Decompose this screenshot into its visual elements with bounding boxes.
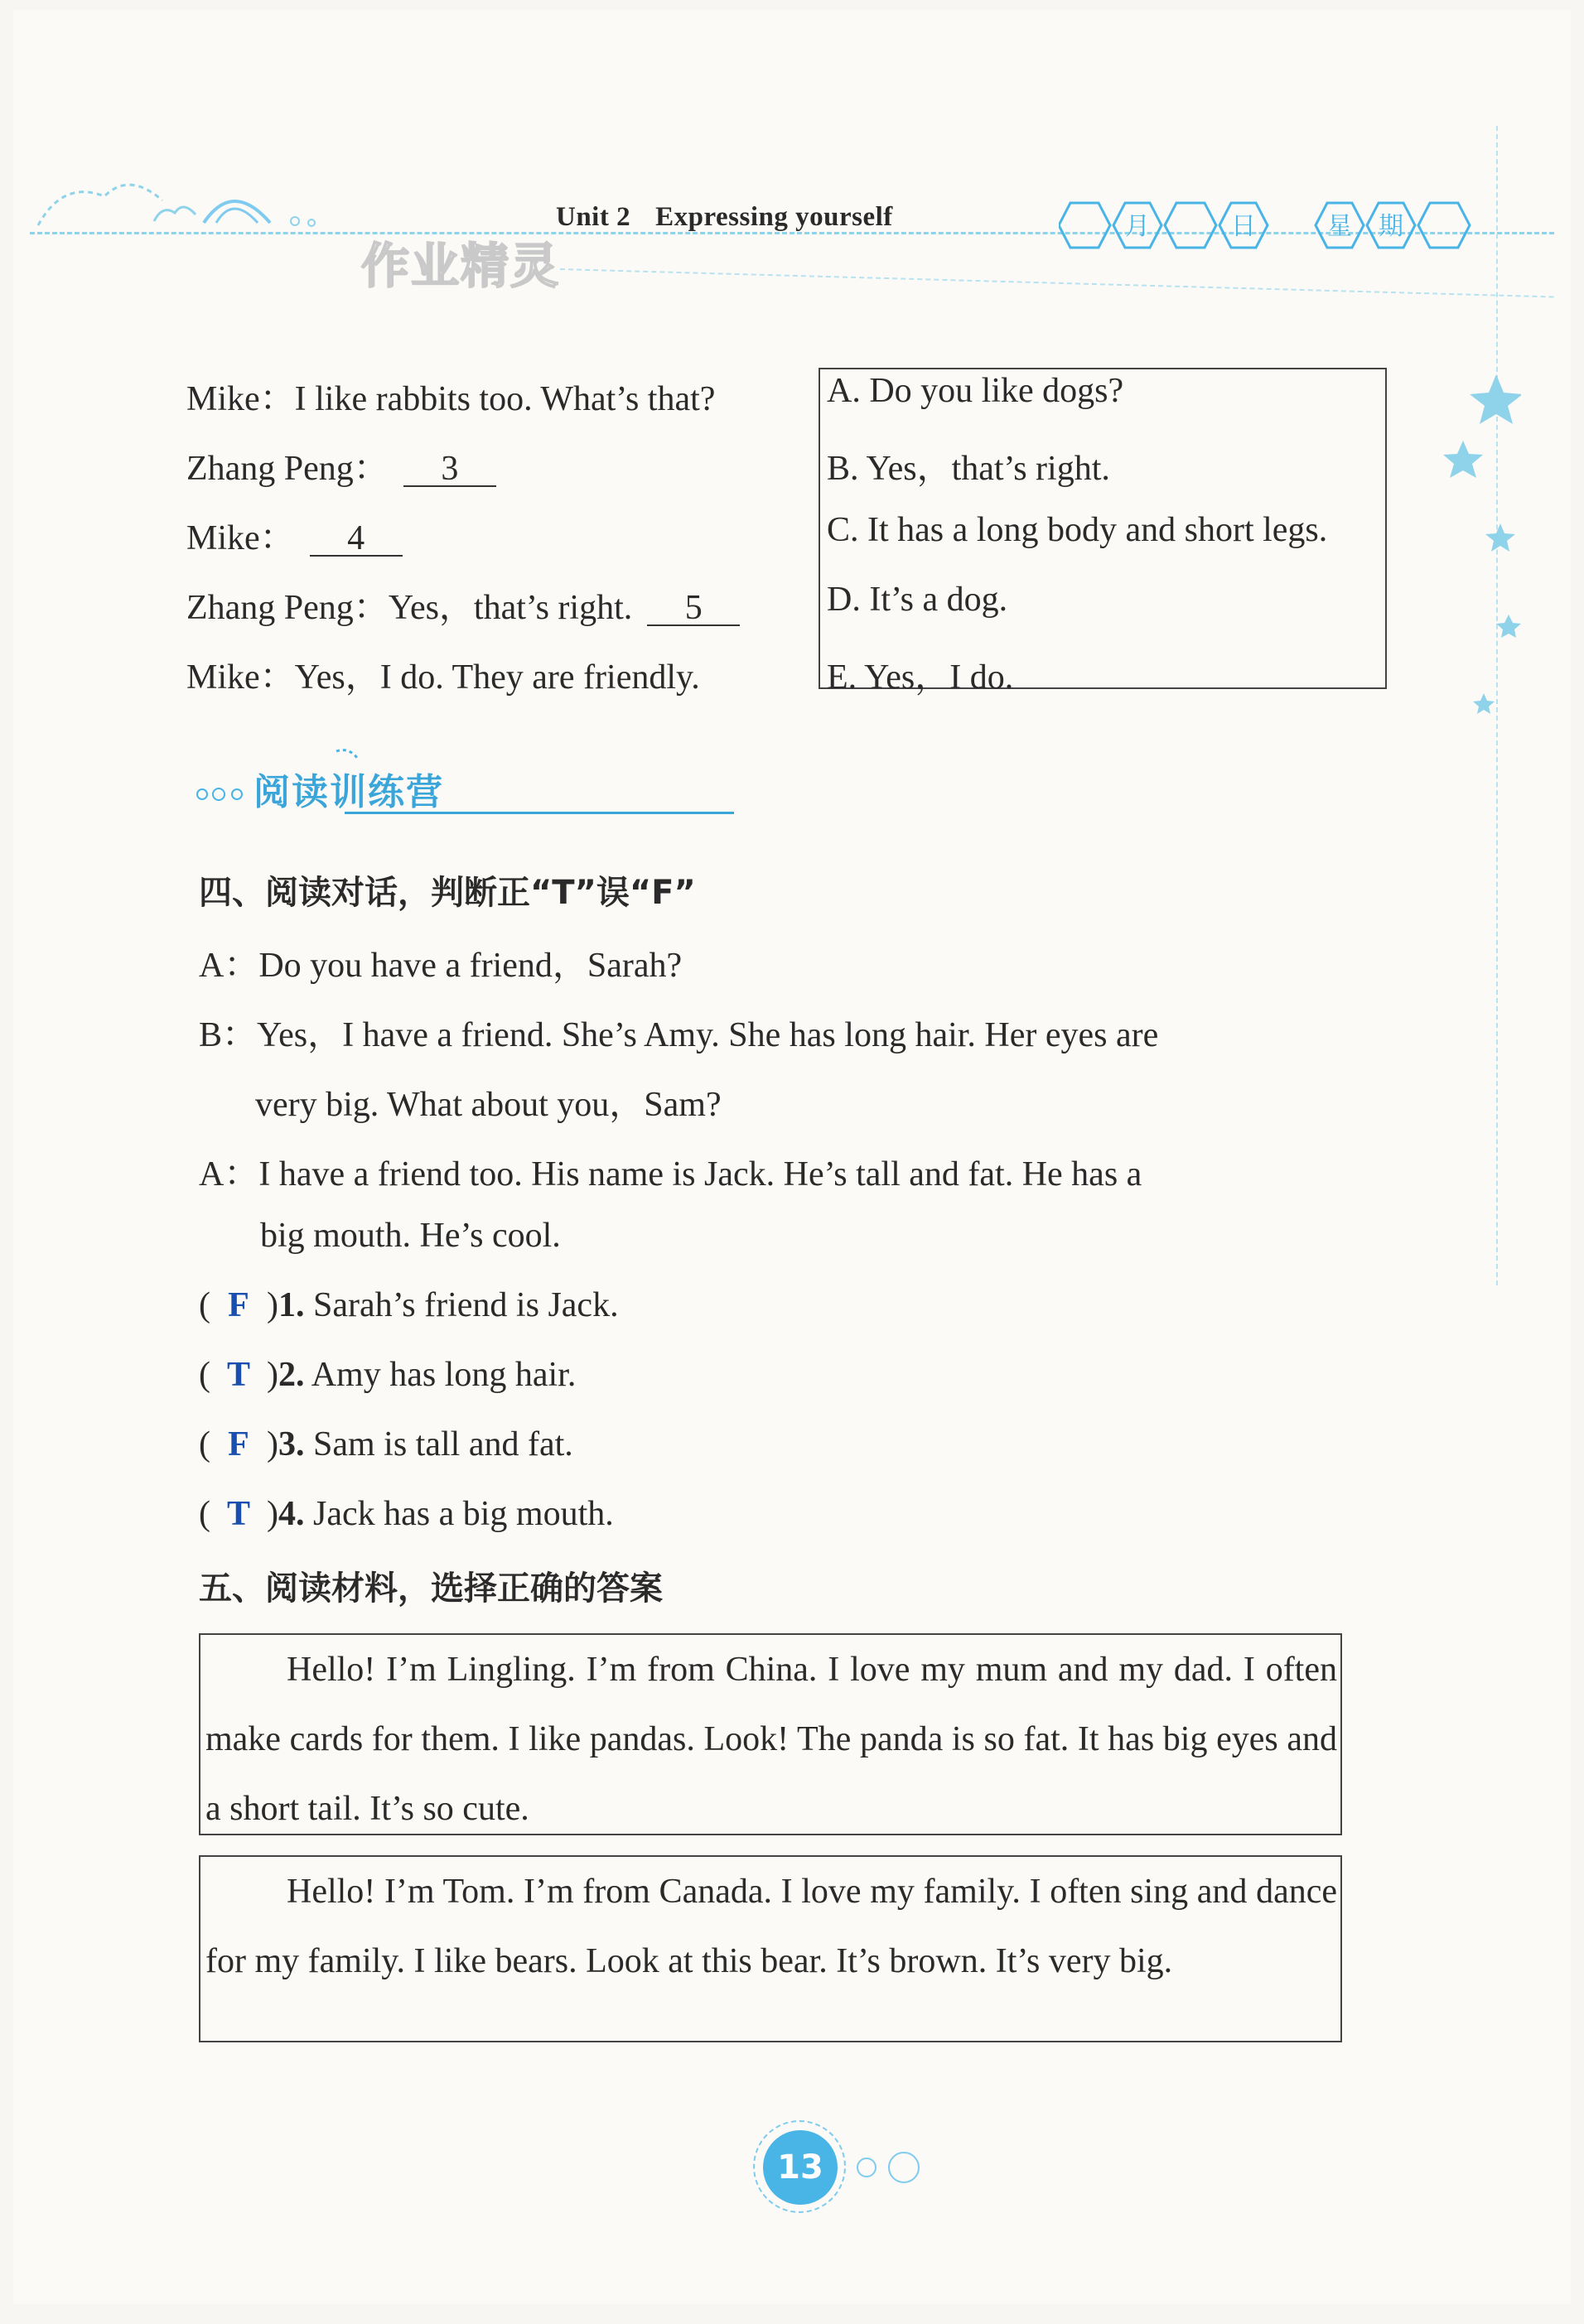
date-week-label-1: 星 bbox=[1327, 212, 1352, 241]
date-fields bbox=[1059, 196, 1490, 254]
part4-dialogue-line-4: A：I have a friend too. His name is Jack. He’s tall and fat. He has a bbox=[199, 1155, 1142, 1193]
dialogue-line-3 bbox=[186, 510, 403, 560]
options-box bbox=[819, 368, 1387, 697]
tf-answer: T bbox=[226, 1495, 250, 1533]
tf-number: 3. bbox=[278, 1425, 305, 1463]
speaker-label: Mike： bbox=[186, 658, 295, 697]
stars-decoration bbox=[1422, 374, 1521, 722]
workbook-page bbox=[13, 10, 1571, 2304]
option-b: B. Yes，that’s right. bbox=[827, 450, 1110, 488]
tf-number: 2. bbox=[278, 1356, 305, 1394]
dialogue-text: Yes，I do. They are friendly. bbox=[294, 658, 700, 697]
star-icon bbox=[1485, 523, 1515, 552]
dialogue-line-4 bbox=[186, 580, 740, 629]
header-divider-secondary bbox=[560, 268, 1554, 298]
answer-blank-5: 5 bbox=[647, 591, 740, 626]
star-icon bbox=[1470, 374, 1521, 424]
part4-dialogue-line-1: A：Do you have a friend，Sarah? bbox=[199, 947, 683, 985]
tf-statement: Amy has long hair. bbox=[311, 1356, 577, 1394]
tf-answer: F bbox=[228, 1425, 249, 1463]
star-icon bbox=[1443, 441, 1483, 478]
page-header-title bbox=[556, 202, 893, 233]
speaker-label: Zhang Peng： bbox=[186, 589, 389, 627]
answer-blank-4: 4 bbox=[310, 522, 403, 557]
option-c: C. It has a long body and short legs. bbox=[827, 511, 1328, 549]
cloud-decoration bbox=[30, 163, 328, 238]
reading-passage-1 bbox=[199, 1633, 1342, 1835]
tf-item-4: ( T )4. Jack has a big mouth. bbox=[199, 1495, 614, 1533]
tf-item-2: ( T )2. Amy has long hair. bbox=[199, 1356, 577, 1394]
dialogue-text: Yes，that’s right. bbox=[388, 589, 633, 627]
tf-item-1: ( F )1. Sarah’s friend is Jack. bbox=[199, 1286, 619, 1324]
page-number: 13 bbox=[763, 2130, 838, 2205]
section-banner-title: 阅读训练营 bbox=[254, 771, 444, 813]
date-day-label: 日 bbox=[1231, 212, 1256, 241]
watermark: 作业精灵 bbox=[361, 238, 561, 294]
tf-number: 4. bbox=[278, 1495, 305, 1533]
tf-statement: Jack has a big mouth. bbox=[313, 1495, 614, 1533]
passage-text: Hello! I’m Tom. I’m from Canada. I love my family. I often sing and dance for my family. I like bears. Look at this bear. It’s brown. It’s very big. bbox=[205, 1873, 1337, 1980]
speaker-label: Mike： bbox=[186, 519, 295, 557]
tf-answer: T bbox=[226, 1356, 250, 1394]
option-a: A. Do you like dogs? bbox=[827, 372, 1124, 410]
tf-statement: Sarah’s friend is Jack. bbox=[313, 1286, 619, 1324]
option-e: E. Yes，I do. bbox=[827, 658, 1014, 697]
tf-statement: Sam is tall and fat. bbox=[313, 1425, 573, 1463]
part4-dialogue-line-3: very big. What about you，Sam? bbox=[255, 1086, 722, 1124]
unit-label: Unit 2 bbox=[556, 202, 631, 232]
speaker-label: Mike： bbox=[186, 380, 295, 418]
tf-number: 1. bbox=[278, 1286, 305, 1324]
star-icon bbox=[1473, 693, 1495, 714]
answer-blank-3: 3 bbox=[403, 452, 496, 487]
date-month-label: 月 bbox=[1125, 212, 1150, 241]
dialogue-line-1 bbox=[186, 371, 715, 421]
unit-title: Expressing yourself bbox=[655, 202, 893, 232]
star-icon bbox=[1496, 615, 1521, 638]
date-week-label-2: 期 bbox=[1379, 212, 1403, 241]
tf-answer: F bbox=[228, 1286, 249, 1324]
option-d: D. It’s a dog. bbox=[827, 581, 1008, 619]
part5-heading: 五、阅读材料，选择正确的答案 bbox=[199, 1569, 663, 1608]
passage-text: Hello! I’m Lingling. I’m from China. I love my mum and my dad. I often make cards for them. I like pandas. Look! The panda is so fat. It has big eyes and a short tail. It’s so cute. bbox=[205, 1651, 1337, 1828]
part4-dialogue-line-2: B：Yes，I have a friend. She’s Amy. She has long hair. Her eyes are bbox=[199, 1016, 1159, 1054]
reading-passage-2 bbox=[199, 1855, 1342, 2042]
page-number-decoration bbox=[850, 2151, 933, 2184]
dialogue-line-5 bbox=[186, 649, 700, 699]
dialogue-text: I like rabbits too. What’s that? bbox=[294, 380, 716, 418]
dialogue-line-2 bbox=[186, 441, 496, 490]
part4-heading: 四、阅读对话，判断正“T”误“F” bbox=[199, 874, 696, 912]
part4-dialogue-line-5: big mouth. He’s cool. bbox=[260, 1217, 561, 1255]
speaker-label: Zhang Peng： bbox=[186, 450, 389, 488]
section-banner-underline bbox=[345, 812, 734, 814]
tf-item-3: ( F )3. Sam is tall and fat. bbox=[199, 1425, 573, 1463]
